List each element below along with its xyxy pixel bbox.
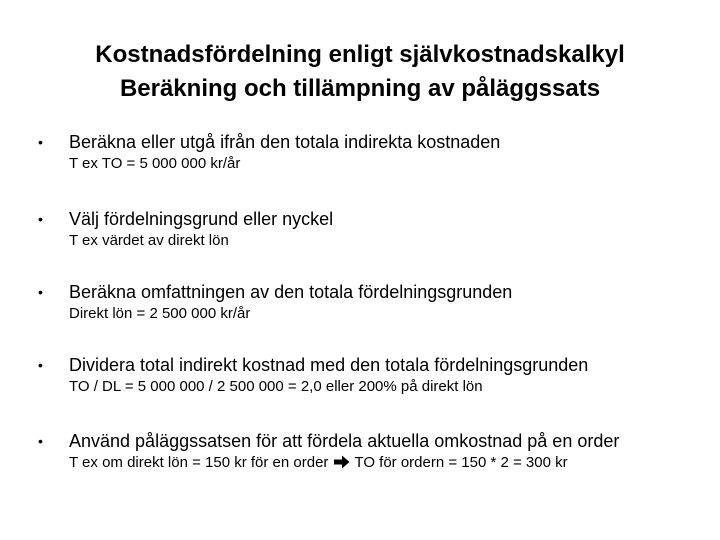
subtext-after-arrow: TO för ordern = 150 * 2 = 300 kr (354, 454, 568, 471)
bullet-dot: • (38, 357, 43, 373)
bullet-text: Beräkna eller utgå ifrån den totala indirekta kostnaden (69, 132, 501, 152)
slide-title (0, 38, 720, 106)
bullet-text: Dividera total indirekt kostnad med den totala fördelningsgrunden (69, 355, 589, 375)
bullet-subtext: TO / DL = 5 000 000 / 2 500 000 = 2,0 eller 200% på direkt lön (69, 378, 483, 395)
bullet-dot: • (38, 433, 43, 449)
title-line-1: Kostnadsfördelning enligt självkostnadskalkyl (95, 41, 625, 68)
bullet-subtext: T ex värdet av direkt lön (69, 232, 229, 249)
bullet-dot: • (38, 284, 43, 300)
subtext-before-arrow: T ex om direkt lön = 150 kr för en order (69, 454, 329, 471)
bullet-subtext (69, 454, 568, 474)
bullet-dot: • (38, 134, 43, 150)
bullet-text: Välj fördelningsgrund eller nyckel (69, 209, 334, 229)
bullet-text: Använd påläggssatsen för att fördela aktuella omkostnad på en order (69, 431, 620, 451)
right-arrow-icon (334, 455, 350, 474)
bullet-subtext: T ex TO = 5 000 000 kr/år (69, 155, 241, 172)
title-line-2: Beräkning och tillämpning av påläggssats (119, 75, 601, 102)
bullet-text: Beräkna omfattningen av den totala fördelningsgrunden (69, 282, 513, 302)
bullet-dot: • (38, 211, 43, 227)
bullet-subtext: Direkt lön = 2 500 000 kr/år (69, 305, 251, 322)
